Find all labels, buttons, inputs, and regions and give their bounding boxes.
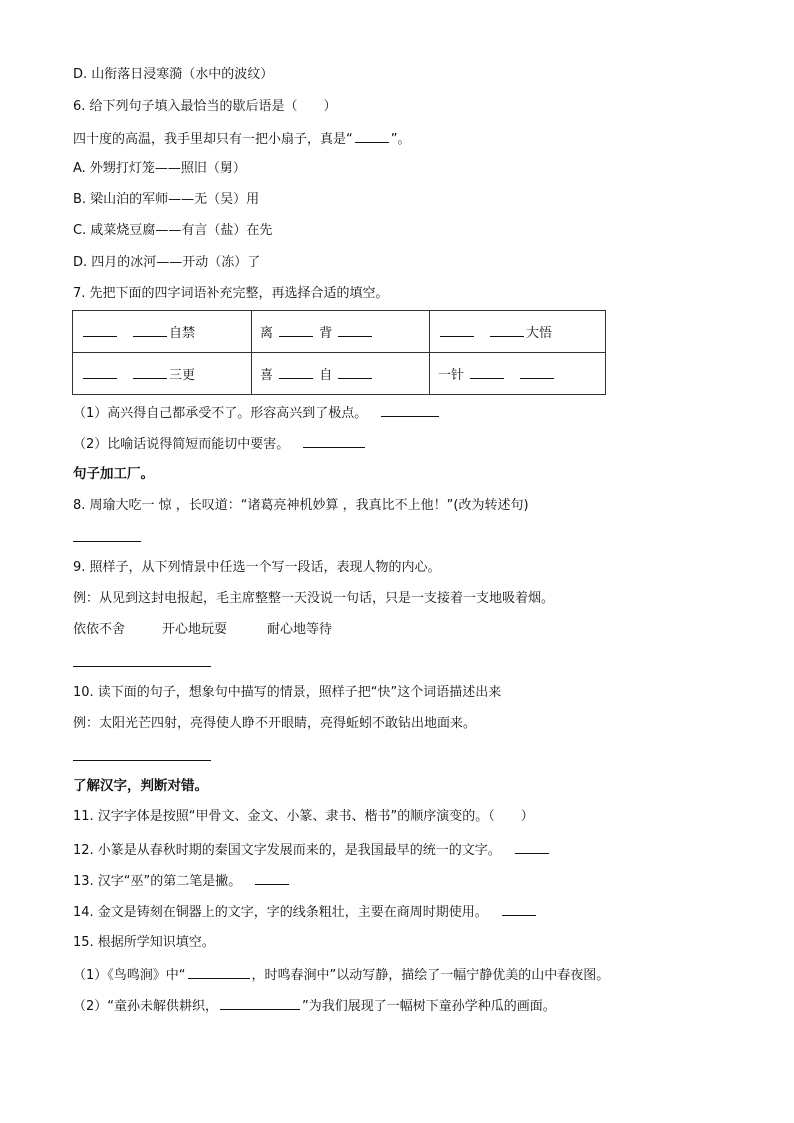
blank[interactable] [470, 365, 504, 379]
q7-1-text: （1）高兴得自己都承受不了。形容高兴到了极点。 [73, 406, 368, 421]
question-11: 11. 汉字字体是按照“甲骨文、金文、小篆、隶书、楷书”的顺序演变的。（ ） [73, 809, 534, 824]
section-heading-hanzi: 了解汉字，判断对错。 [73, 778, 208, 794]
question-15-1 [73, 965, 609, 985]
table-row [73, 353, 606, 395]
q15-2-end: ”为我们展现了一幅树下童孙学种瓜的画面。 [302, 999, 556, 1014]
q13-text: 13. 汉字“巫”的第二笔是撇。 [73, 874, 242, 889]
q8-answer-line[interactable] [73, 541, 141, 542]
q9-option: 耐心地等待 [267, 622, 333, 637]
table-cell [252, 311, 430, 353]
idiom-fragment: 自禁 [169, 326, 196, 341]
q7-2-text: （2）比喻话说得简短而能切中要害。 [73, 437, 290, 452]
q6-option-a: A. 外甥打灯笼——照旧（舅） [73, 161, 246, 176]
question-15: 15. 根据所学知识填空。 [73, 935, 215, 950]
question-7-2 [73, 434, 367, 454]
question-6: 6. 给下列句子填入最恰当的歇后语是（ ） [73, 99, 337, 114]
blank[interactable] [133, 323, 167, 337]
q6-option-b: B. 梁山泊的军师——无（吴）用 [73, 192, 260, 207]
question-7-1 [73, 403, 441, 423]
q9-option: 依依不舍 [73, 622, 126, 637]
blank[interactable] [279, 323, 313, 337]
question-12 [73, 840, 551, 860]
question-14 [73, 902, 538, 922]
table-cell [73, 353, 252, 395]
idiom-fragment: 喜 [260, 368, 274, 383]
q9-answer-line[interactable] [73, 666, 211, 667]
table-cell [430, 353, 606, 395]
blank[interactable] [338, 365, 372, 379]
blank[interactable] [440, 323, 474, 337]
blank[interactable] [490, 323, 524, 337]
blank[interactable] [338, 323, 372, 337]
idiom-table [72, 310, 606, 395]
q5-option-d: D. 山衔落日浸寒漪（水中的波纹） [73, 67, 274, 82]
table-cell [430, 311, 606, 353]
q15-1-blank[interactable] [188, 965, 250, 979]
q15-2-blank[interactable] [220, 996, 300, 1010]
idiom-fragment: 一针 [438, 368, 465, 383]
q15-1-end: ，时鸣春涧中”以动写静，描绘了一幅宁静优美的山中春夜图。 [251, 968, 610, 983]
q6-option-c: C. 咸菜烧豆腐——有言（盐）在先 [73, 223, 273, 238]
question-8: 8. 周瑜大吃一 惊 ，长叹道：“诸葛亮神机妙算 ，我真比不上他！”(改为转述句) [73, 498, 529, 513]
question-15-2 [73, 996, 556, 1016]
question-7: 7. 先把下面的四字词语补充完整，再选择合适的填空。 [73, 286, 389, 301]
q15-1-start: （1）《鸟鸣涧》中“ [73, 968, 186, 983]
section-heading-sentence: 句子加工厂。 [73, 466, 154, 482]
idiom-fragment: 背 [319, 326, 333, 341]
q12-text: 12. 小篆是从春秋时期的秦国文字发展而来的，是我国最早的统一的文字。 [73, 843, 501, 858]
q12-blank[interactable] [515, 840, 549, 854]
blank[interactable] [133, 365, 167, 379]
table-row [73, 311, 606, 353]
blank[interactable] [279, 365, 313, 379]
q9-option: 开心地玩耍 [162, 622, 228, 637]
idiom-fragment: 大悟 [526, 326, 553, 341]
question-9: 9. 照样子，从下列情景中任选一个写一段话，表现人物的内心。 [73, 560, 441, 575]
q6-sentence-end: ”。 [390, 132, 411, 147]
q14-text: 14. 金文是铸刻在铜器上的文字，字的线条粗壮，主要在商周时期使用。 [73, 905, 488, 920]
question-10: 10. 读下面的句子，想象句中描写的情景，照样子把“快”这个词语描述出来 [73, 685, 502, 700]
q15-2-start: （2）“童孙未解供耕织， [73, 999, 219, 1014]
q14-blank[interactable] [502, 902, 536, 916]
q6-option-d: D. 四月的冰河——开动（冻）了 [73, 255, 261, 270]
question-9-example: 例：从见到这封电报起，毛主席整整一天没说一句话，只是一支接着一支地吸着烟。 [73, 591, 555, 606]
q6-sentence-start: 四十度的高温，我手里却只有一把小扇子，真是“ [73, 132, 353, 147]
blank[interactable] [83, 323, 117, 337]
question-13 [73, 871, 291, 891]
blank[interactable] [520, 365, 554, 379]
blank[interactable] [83, 365, 117, 379]
q7-1-blank[interactable] [381, 403, 439, 417]
question-10-example: 例：太阳光芒四射，亮得使人睁不开眼睛，亮得蚯蚓不敢钻出地面来。 [73, 716, 477, 731]
q10-answer-line[interactable] [73, 760, 211, 761]
q13-blank[interactable] [255, 871, 289, 885]
idiom-fragment: 三更 [169, 368, 196, 383]
table-cell [73, 311, 252, 353]
table-cell [252, 353, 430, 395]
idiom-fragment: 自 [319, 368, 333, 383]
question-6-sentence [73, 129, 411, 149]
idiom-fragment: 离 [260, 326, 274, 341]
q7-2-blank[interactable] [303, 434, 365, 448]
q6-blank[interactable] [355, 129, 389, 143]
